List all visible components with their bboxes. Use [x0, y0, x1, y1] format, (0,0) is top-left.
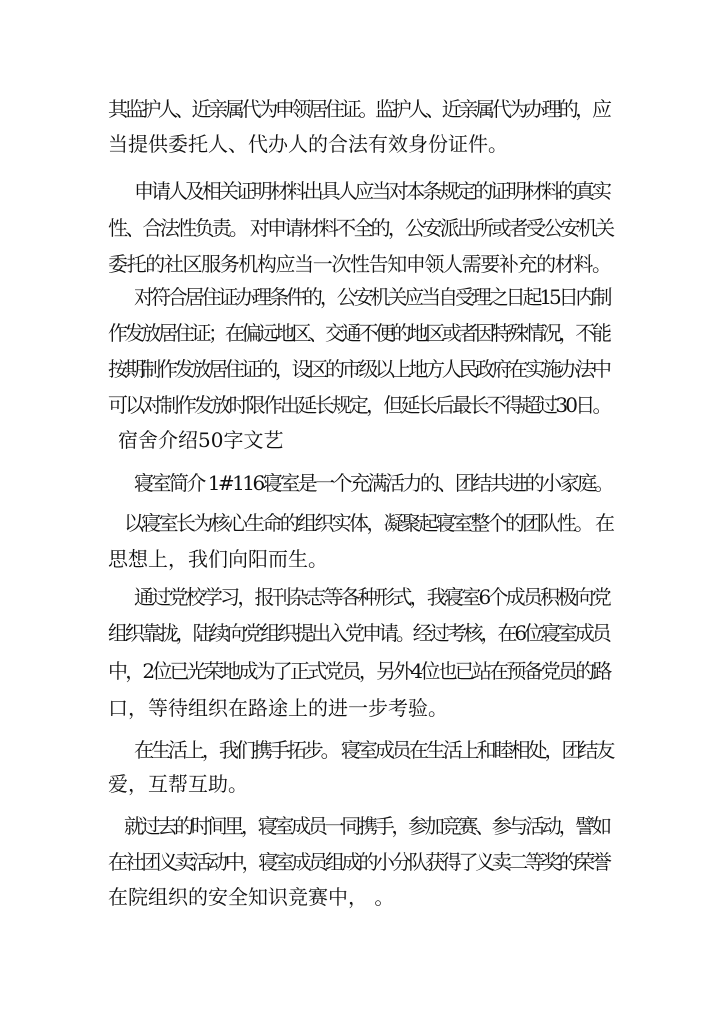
text-line-3: 申请人及相关证明材料出具人应当对本条规定的证明材料的真实 [134, 179, 609, 203]
text-line-11: 寝室简介 1#116寝室是一个充满活力的、团结共进的小家庭。 [134, 471, 613, 495]
text-line-20: 就过去的时间里，寝室成员一同携手，参加竞赛、参与活动，譬如 [124, 814, 609, 838]
text-line-14: 通过党校学习，报刊杂志等各种形式，我寝室6个成员积极向党 [134, 585, 609, 609]
text-line-16: 中，2位已光荣地成为了正式党员，另外4位也已站在预备党员的路 [108, 659, 610, 683]
text-line-1: 其监护人、近亲属代为申领居住证。监护人、近亲属代为办理的，应 [108, 97, 609, 121]
section-heading: 宿舍介绍50字文艺 [118, 428, 284, 452]
text-line-7: 作发放居住证；在偏远地区、交通不便的地区或者因特殊情况，不能 [108, 321, 609, 345]
text-line-13: 思想上，我们向阳而生。 [108, 547, 328, 571]
text-line-15: 组织靠拢，陆续向党组织提出入党申请。经过考核，在6位寝室成员 [108, 621, 609, 645]
text-line-9: 可以对制作发放时限作出延长规定，但延长后最长不得超过30日。 [108, 393, 610, 417]
text-line-19: 爱，互帮互助。 [108, 772, 248, 796]
text-line-17: 口，等待组织在路途上的进一步考验。 [108, 696, 448, 720]
text-line-5: 委托的社区服务机构应当一次性告知申领人需要补充的材料。 [108, 252, 611, 276]
text-line-22: 在院组织的安全知识竞赛中， 。 [108, 885, 395, 909]
text-line-21: 在社团义卖活动中，寝室成员组成的小分队获得了义卖二等奖的荣誉 [108, 850, 609, 874]
text-line-8: 按期制作发放居住证的，设区的市级以上地方人民政府在实施办法中 [108, 357, 609, 381]
text-line-18: 在生活上，我们携手拓步。 寝室成员在生活上和睦相处，团结友 [134, 738, 613, 762]
text-line-2: 当提供委托人、代办人的合法有效身份证件。 [108, 132, 508, 156]
text-line-12: 以寝室长为核心生命的组织实体，凝聚起寝室整个的团队性。 在 [124, 511, 613, 535]
text-line-4: 性、合法性负责。 对申请材料不全的，公安派出所或者受公安机关 [108, 216, 613, 240]
text-line-6: 对符合居住证办理条件的，公安机关应当自受理之日起15日内制 [134, 285, 610, 309]
